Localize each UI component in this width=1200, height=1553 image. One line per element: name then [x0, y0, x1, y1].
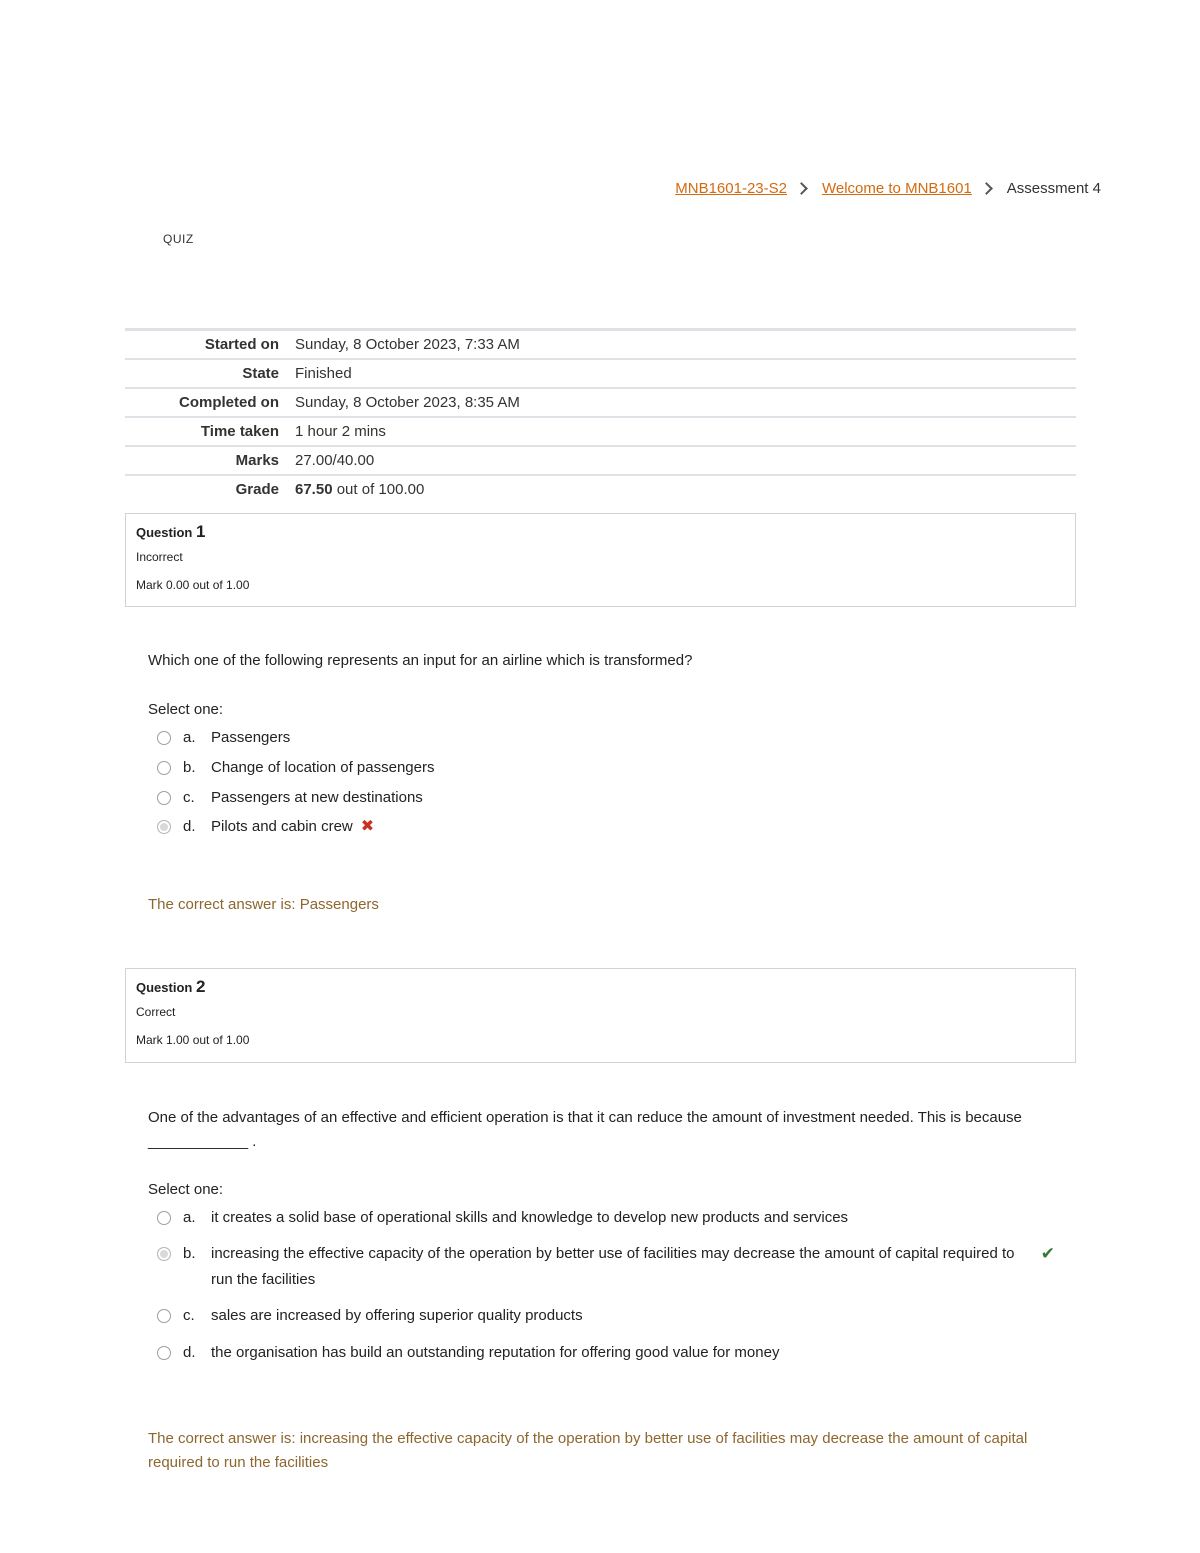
question-prefix: Question [136, 525, 193, 540]
radio-button[interactable] [157, 761, 171, 775]
answer-text: Change of location of passengers [211, 759, 435, 776]
answer-option[interactable] [155, 1303, 1055, 1340]
correct-answer-feedback: The correct answer is: increasing the effective capacity of the operation by better use of facilities may decrease the amount of capital required to run the facilities [148, 1430, 1028, 1471]
question-info-1 [125, 513, 1076, 607]
answer-text: the organisation has build an outstanding reputation for offering good value for money [211, 1344, 780, 1361]
answer-option[interactable] [155, 1205, 1055, 1241]
answer-text: Passengers [211, 729, 291, 746]
radio-button[interactable] [157, 1309, 171, 1323]
summary-row-grade [125, 475, 1076, 503]
incorrect-cross-icon: ✖ [360, 818, 375, 835]
grade-score: 67.50 [295, 481, 333, 498]
grade-total: out of 100.00 [336, 481, 425, 498]
question-state: Incorrect [136, 550, 183, 564]
summary-label: Completed on [179, 394, 279, 411]
summary-row [125, 417, 1076, 446]
breadcrumb [675, 180, 1101, 197]
summary-label: Started on [204, 336, 279, 353]
answer-letter: a. [183, 729, 196, 746]
question-number-value: 1 [195, 522, 206, 541]
answer-text: it creates a solid base of operational skills and knowledge to develop new products and services [211, 1209, 849, 1226]
answer-option-selected[interactable] [155, 814, 1055, 844]
question-mark: Mark 1.00 out of 1.00 [136, 1033, 250, 1047]
answer-list [155, 725, 1055, 844]
chevron-right-icon [980, 182, 993, 195]
summary-row [125, 330, 1076, 360]
question-number-value: 2 [195, 977, 206, 996]
summary-value: Sunday, 8 October 2023, 8:35 AM [295, 394, 520, 411]
answer-option[interactable] [155, 785, 1055, 814]
summary-label: Grade [235, 481, 279, 498]
summary-value: 1 hour 2 mins [295, 423, 386, 440]
answer-letter: c. [183, 1307, 195, 1324]
summary-row [125, 359, 1076, 388]
answer-list [155, 1205, 1055, 1376]
attempt-summary-table [125, 328, 1076, 503]
answer-option[interactable] [155, 725, 1055, 755]
summary-row [125, 388, 1076, 417]
question-state: Correct [136, 1005, 176, 1019]
question-mark: Mark 0.00 out of 1.00 [136, 578, 250, 592]
chevron-right-icon [795, 182, 808, 195]
answer-text: Pilots and cabin crew [211, 818, 353, 835]
answer-option[interactable] [155, 1340, 1055, 1376]
question-number [136, 977, 1075, 997]
breadcrumb-link-welcome[interactable]: Welcome to MNB1601 [821, 180, 972, 197]
summary-row [125, 446, 1076, 475]
select-prompt: Select one: [148, 701, 224, 718]
page-label: QUIZ [163, 232, 194, 246]
correct-answer-feedback: The correct answer is: Passengers [148, 896, 379, 913]
radio-button-checked[interactable] [157, 820, 171, 834]
question-info-2 [125, 968, 1076, 1063]
answer-letter: d. [183, 1344, 196, 1361]
summary-label: Time taken [200, 423, 279, 440]
answer-letter: c. [183, 789, 195, 806]
answer-text: sales are increased by offering superior quality products [211, 1307, 583, 1324]
summary-value: Finished [295, 365, 352, 382]
answer-option-selected[interactable] [155, 1241, 1055, 1303]
summary-label: Marks [235, 452, 279, 469]
select-prompt: Select one: [148, 1181, 224, 1198]
radio-button[interactable] [157, 731, 171, 745]
summary-label: State [242, 365, 279, 382]
breadcrumb-current: Assessment 4 [1006, 180, 1101, 197]
answer-letter: b. [183, 759, 196, 776]
breadcrumb-link-course[interactable]: MNB1601-23-S2 [675, 180, 787, 197]
question-number [136, 522, 1075, 542]
correct-check-icon: ✔ [1040, 1244, 1055, 1263]
answer-text: Passengers at new destinations [211, 789, 423, 806]
question-text: Which one of the following represents an input for an airline which is transformed? [148, 652, 693, 669]
answer-text: increasing the effective capacity of the operation by better use of facilities may decrease the amount of capital required to run the facilities [211, 1245, 1015, 1288]
radio-button[interactable] [157, 1346, 171, 1360]
summary-value: Sunday, 8 October 2023, 7:33 AM [295, 336, 520, 353]
question-text: One of the advantages of an effective and efficient operation is that it can reduce the amount of investment needed. This is because ____________ . [148, 1109, 1022, 1150]
radio-button[interactable] [157, 791, 171, 805]
summary-value [295, 475, 1076, 503]
summary-value: 27.00/40.00 [295, 452, 375, 469]
radio-button-checked[interactable] [157, 1247, 171, 1261]
question-prefix: Question [136, 980, 193, 995]
answer-option[interactable] [155, 755, 1055, 785]
radio-button[interactable] [157, 1211, 171, 1225]
answer-letter: a. [183, 1209, 196, 1226]
answer-letter: b. [183, 1245, 196, 1262]
answer-letter: d. [183, 818, 196, 835]
